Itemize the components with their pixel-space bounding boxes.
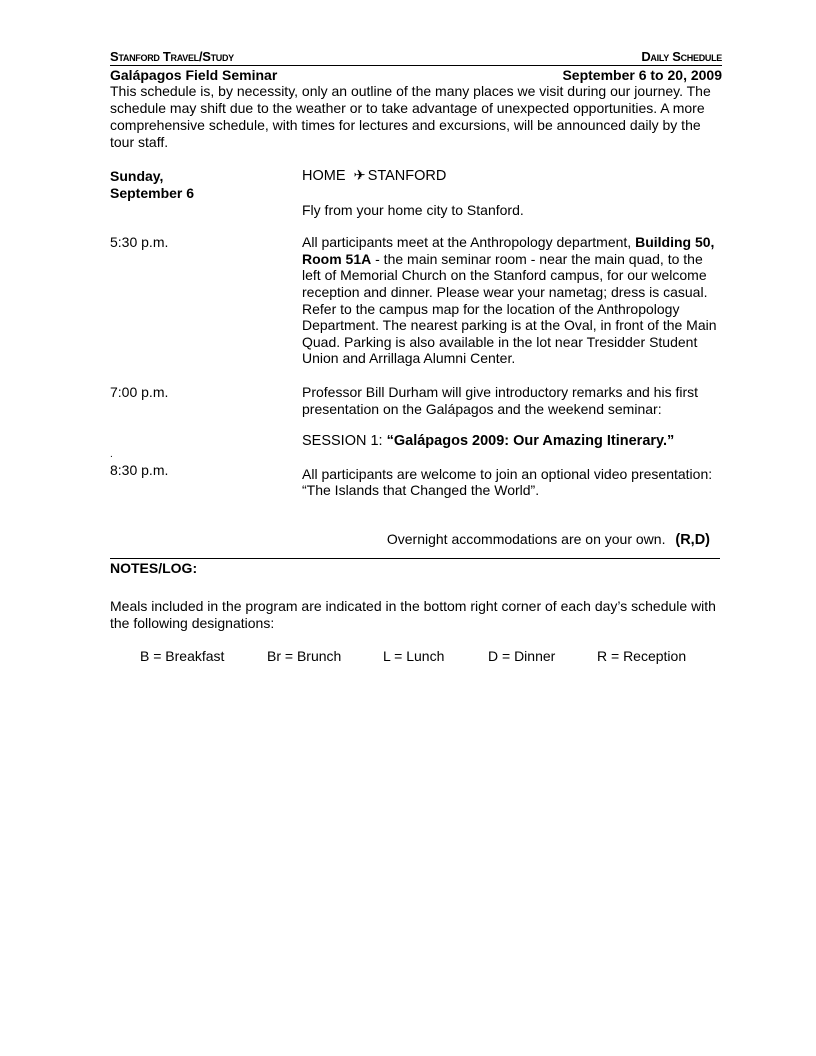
meal-legend-item: L = Lunch xyxy=(383,647,445,664)
day-heading-row xyxy=(110,168,722,218)
event-time: 7:00 p.m. xyxy=(110,383,169,400)
route-to: STANFORD xyxy=(367,168,447,184)
event-text: Professor Bill Durham will give introductory remarks and his first presentation on the Galápagos and the weekend seminar: xyxy=(302,383,699,417)
overnight-text: Overnight accommodations are on your own. xyxy=(386,530,666,547)
airplane-icon: ✈ xyxy=(353,168,366,184)
event-row xyxy=(110,384,722,450)
event-location: Building 50, Room 51A xyxy=(302,234,715,267)
day-date: September 6 xyxy=(110,185,195,201)
session-line xyxy=(302,433,720,450)
meal-legend-item: R = Reception xyxy=(597,647,687,664)
intro-paragraph: This schedule is, by necessity, only an outline of the many places we visit during our journey. The schedule may shift due to the weather or to take advantage of unexpected opportunities. A more comprehensive schedule, with times for lectures and excursions, will be announced daily by the tour staff. xyxy=(110,83,711,150)
meals-description: Meals included in the program are indicated in the bottom right corner of each day’s schedule with the following designations: xyxy=(110,597,716,631)
header-line-1 xyxy=(110,46,722,66)
event-row xyxy=(110,448,722,499)
meal-legend xyxy=(140,648,722,664)
overnight-line xyxy=(110,531,722,548)
schedule-page xyxy=(110,46,722,664)
meal-legend-item: Br = Brunch xyxy=(267,647,342,664)
route-from: HOME xyxy=(302,168,346,184)
program-name: Galápagos Field Seminar xyxy=(110,67,278,83)
header-line-2 xyxy=(110,67,722,83)
notes-title: NOTES/LOG: xyxy=(110,558,720,576)
day-weekday: Sunday, xyxy=(110,168,164,184)
session-label: SESSION 1: xyxy=(302,433,387,450)
event-text-cont: - the main seminar room - near the main quad, to the left of Memorial Church on the Stanford campus, for our welcome reception and dinner. Please wear your nametag; dress is casual. Refer to the campus map for the location of the Anthropology Department. The nearest parking is at the Oval, in front of the Main Quad. Parking is also available in the lot near Tresidder Student Union and Arrillaga Alumni Center. xyxy=(302,250,717,367)
fly-text: Fly from your home city to Stanford. xyxy=(302,201,524,218)
event-description xyxy=(302,234,720,367)
org-name: Stanford Travel/Study xyxy=(110,49,234,64)
event-row xyxy=(110,234,722,367)
day-route xyxy=(302,168,720,218)
session-title: “Galápagos 2009: Our Amazing Itinerary.” xyxy=(386,433,675,450)
event-description xyxy=(302,384,720,450)
event-time-cell xyxy=(110,448,302,499)
event-text: All participants meet at the Anthropology department, xyxy=(302,234,632,251)
doc-type: Daily Schedule xyxy=(641,49,722,64)
meals-code: (R,D) xyxy=(675,531,710,548)
meal-legend-item: D = Dinner xyxy=(488,647,556,664)
event-description: All participants are welcome to join an optional video presentation: “The Islands that Changed the World”. xyxy=(302,465,713,499)
meal-legend-item: B = Breakfast xyxy=(140,647,225,664)
event-time: 5:30 p.m. xyxy=(110,234,169,251)
stray-dot: . xyxy=(110,448,113,460)
event-time: 8:30 p.m. xyxy=(110,461,169,478)
program-dates: September 6 to 20, 2009 xyxy=(562,67,722,83)
day-label xyxy=(110,168,302,218)
